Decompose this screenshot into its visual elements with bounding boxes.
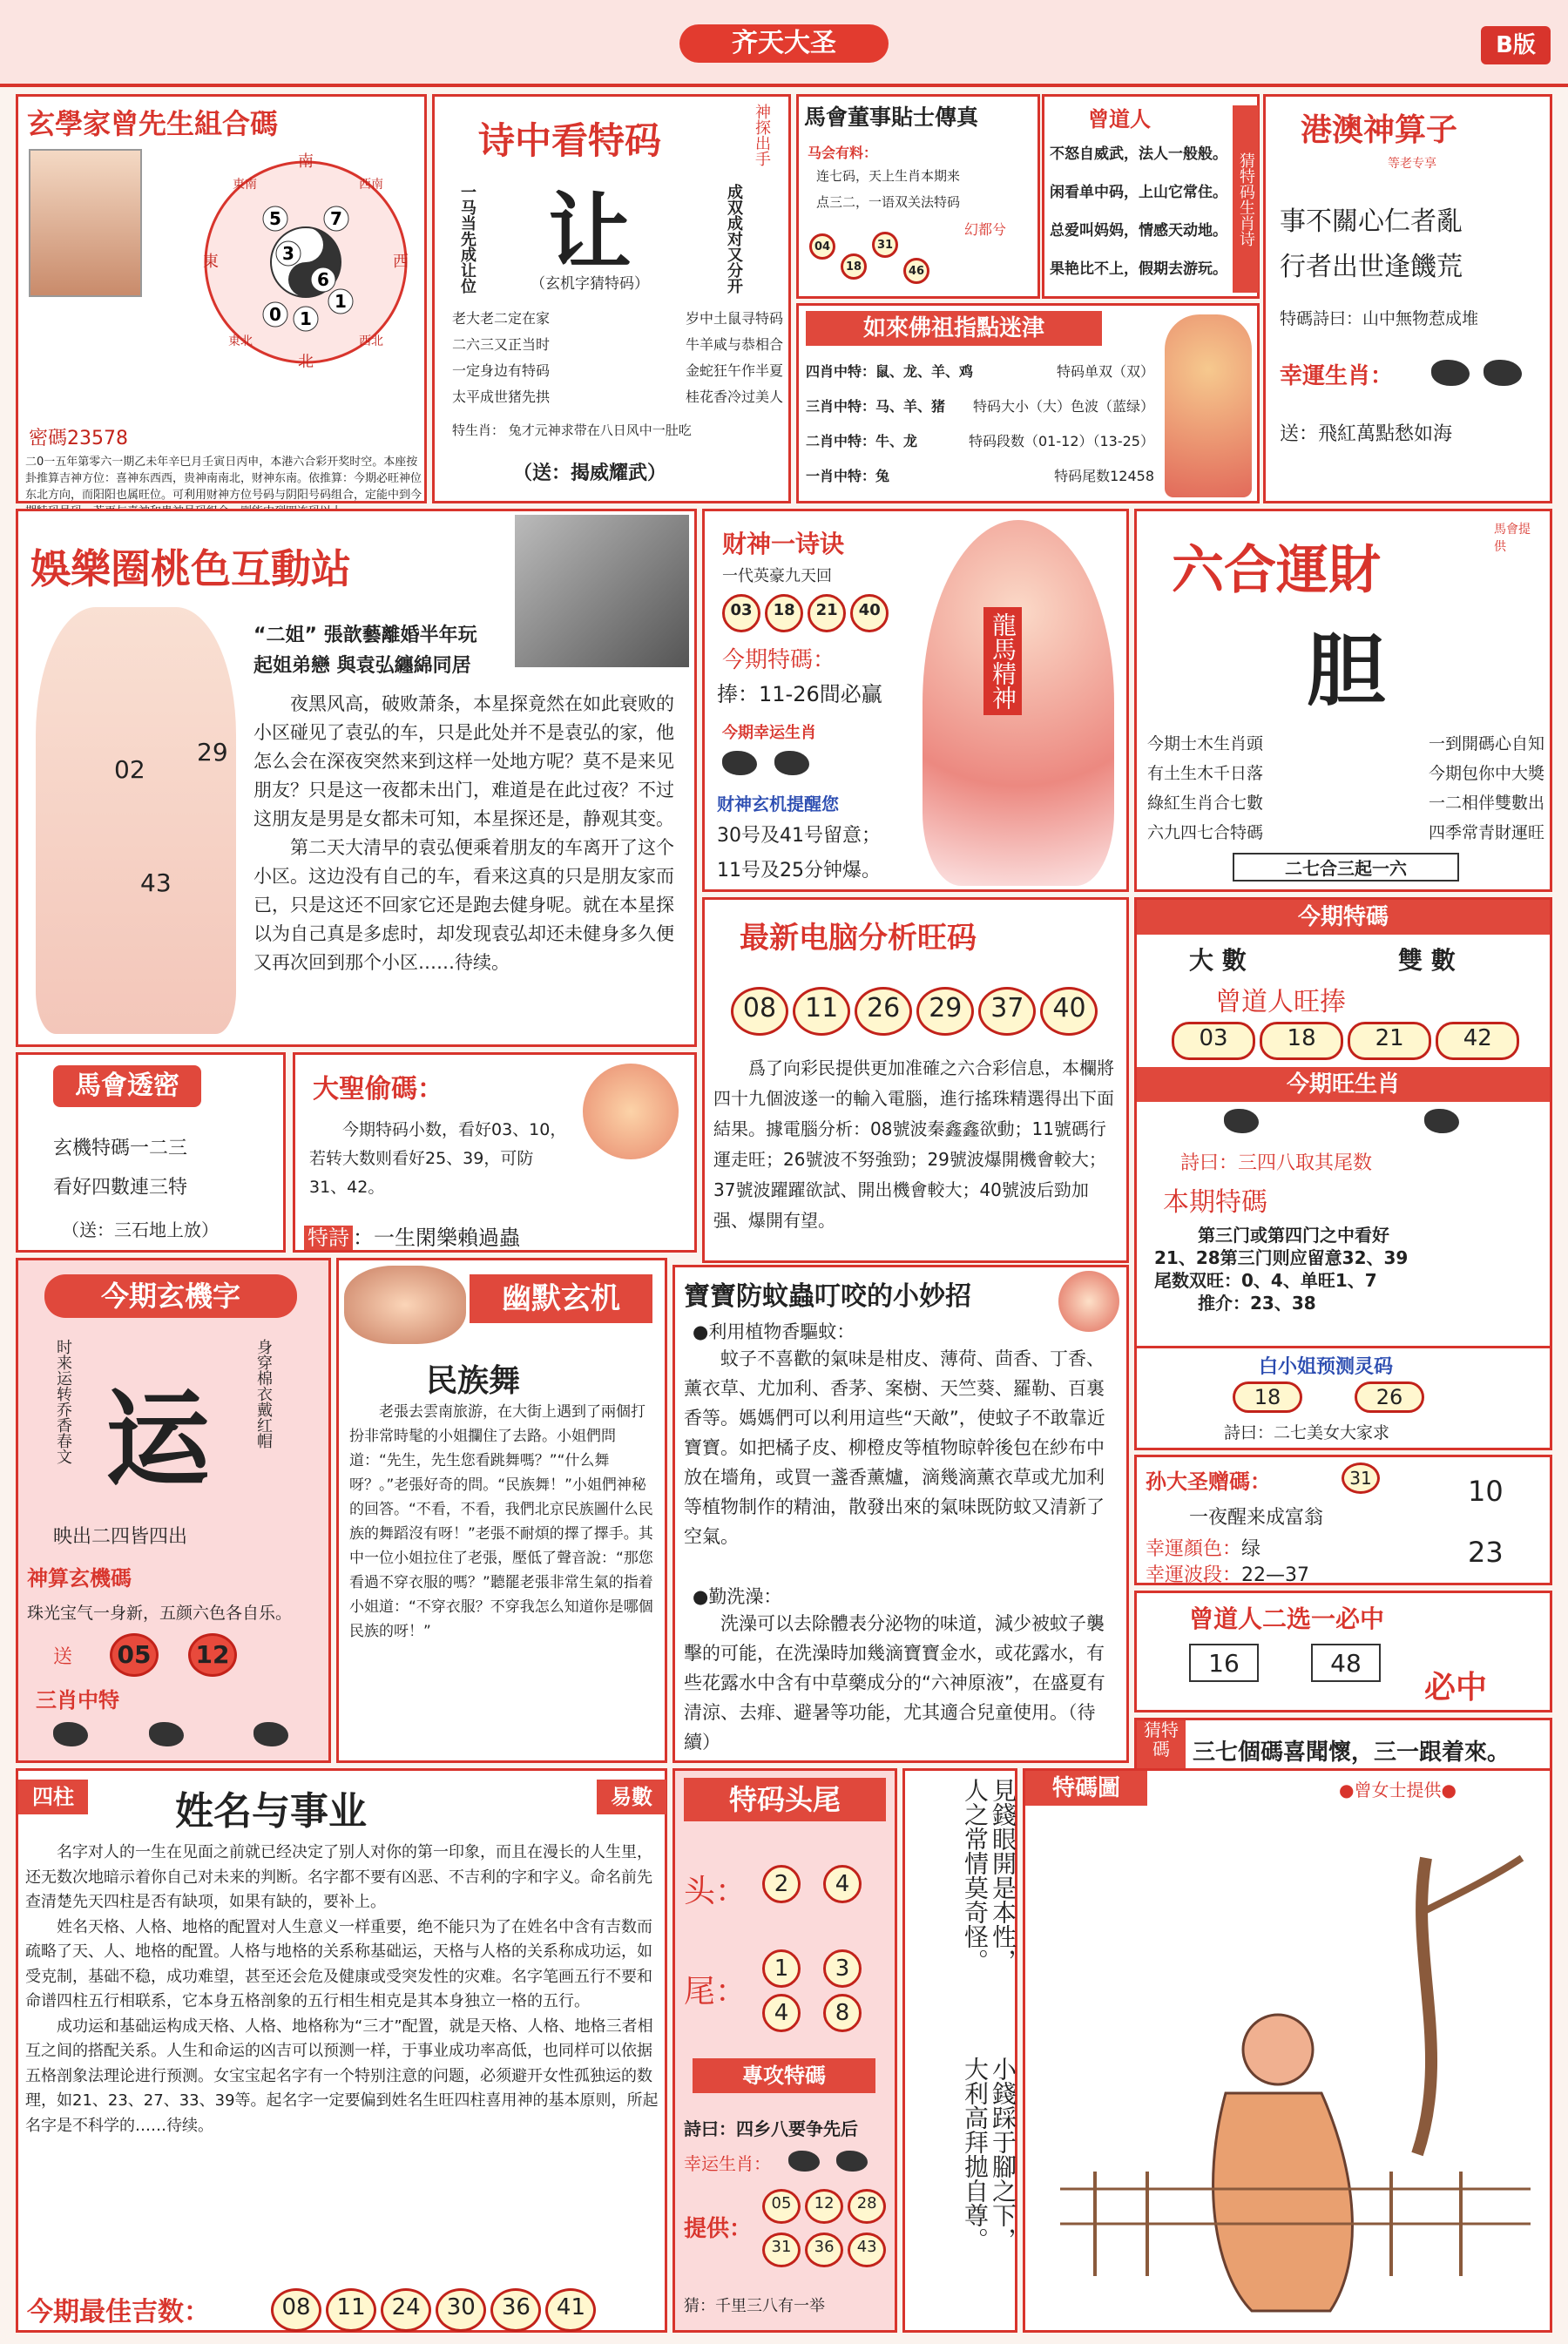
number-box: 16	[1189, 1644, 1259, 1682]
big-character: 让	[548, 183, 632, 281]
headline-1: “二姐” 張歆藝離婚半年玩	[253, 625, 477, 646]
monkey-figure	[583, 1064, 679, 1159]
side-label: 猜特码生肖诗	[1233, 105, 1259, 293]
poem: 詩曰：三四八取其尾数	[1180, 1152, 1373, 1174]
send-line: （送：三石地上放）	[62, 1219, 219, 1240]
panel-title: 娛樂圈桃色互動站	[30, 545, 351, 592]
body-1: 蚊子不喜歡的氣味是柑皮、薄荷、茴香、丁香、薰衣草、尤加利、香茅、案樹、天竺葵、羅勒、百裏香等。媽媽們可以利用這些“天敵”，使蚊子不敢靠近寶寶。如把橘子皮、柳橙皮等植物晾幹後包在紗布中放在墻角，或買一盞香薰爐，滴幾滴薰衣草或尤加利等植物制作的精油，散發出來的氣味既防蚊又清新了空氣。	[684, 1348, 1105, 1547]
ball: 18	[1260, 1022, 1343, 1060]
panel-body: 今期特码小数，看好03、10，若转大数则看好25、39，可防31、42。	[309, 1120, 567, 1197]
panel-title: 特碼圖	[1025, 1771, 1147, 1806]
ball: 31	[1342, 1462, 1380, 1494]
foot: 二七合三起一六	[1233, 853, 1459, 882]
ball: 21	[808, 594, 846, 632]
poem-line: 特詩 ：一生閑樂賴過蟲	[304, 1220, 520, 1251]
bq-label: 本期特碼	[1163, 1187, 1267, 1218]
ball: 12	[805, 2189, 843, 2224]
portrait	[29, 149, 142, 297]
lucky-label: 幸运生肖：	[684, 2153, 771, 2174]
panel-code-picture	[1023, 1768, 1552, 2333]
ball: 18	[841, 253, 867, 280]
poem-column: 大利高拜拋自尊。	[961, 2057, 990, 2252]
number: 02	[114, 755, 145, 784]
wang-label: 今期旺生肖	[1137, 1067, 1550, 1102]
lines: 第三门或第四门之中看好 21、28第三门则应留意32、39 尾数双旺：0、4、单旺1、7 推介：23、38	[1154, 1225, 1409, 1314]
stamp: 幻都兮	[964, 221, 1007, 238]
lucky-zodiac: 幸運生肖：	[1280, 363, 1394, 389]
ox-icon	[774, 751, 809, 775]
number: 10	[1468, 1475, 1504, 1508]
tag-right: 易數	[597, 1780, 666, 1814]
ball-row	[809, 223, 1027, 293]
ball: 40	[1040, 987, 1098, 1036]
panel-horse-secret	[16, 1052, 286, 1253]
zhuan-label: 專攻特碼	[693, 2058, 875, 2093]
poem: 詩曰：四乡八要争先后	[684, 2118, 858, 2139]
ball: 41	[545, 2288, 596, 2332]
sub-label: 马会有料：	[808, 145, 878, 161]
big-character: 胆	[1307, 625, 1385, 717]
lines: 不怒自威武，法人一般般。 闲看单中码，上山它常住。 总爱叫妈妈，情感天动地。 果艳比不上，假期去游玩。	[1050, 145, 1227, 278]
svg-text:3: 3	[282, 243, 294, 264]
goat-icon	[836, 2151, 868, 2172]
ball: 30	[436, 2288, 486, 2332]
couple-photo	[515, 515, 689, 667]
panel-mosquito-tips	[672, 1265, 1129, 1763]
panel-body: 爲了向彩民提供更加准確之六合彩信息，本欄將四十九個波遂一的輸入電腦，進行搖珠精選得出下面結果。據電腦分析：08號波秦鑫鑫欲動；11號碼行運走旺；26號波不努強勁；29號波爆開機會較大；37號波躍躍欲試、開出機會較大；40號波后勁加强、爆開有望。	[713, 1057, 1114, 1231]
line-1: 玄機特碼一二三	[53, 1138, 188, 1159]
ball: 31	[872, 232, 898, 258]
panel-title: 白小姐预测灵码	[1259, 1356, 1394, 1378]
panel-title: 馬會透密	[53, 1065, 201, 1107]
panel-hk-director	[796, 94, 1040, 299]
ball: 40	[850, 594, 889, 632]
ball: 05	[110, 1633, 159, 1677]
panel-liuhe-fortune	[1134, 509, 1552, 892]
panel-title: 孙大圣赠碼：	[1146, 1469, 1271, 1494]
panel-title: 诗中看特码	[478, 119, 662, 162]
version-badge: B版	[1481, 26, 1551, 64]
ball: 08	[731, 987, 788, 1036]
panel-head-tail	[672, 1768, 897, 2333]
panel-buddha	[796, 303, 1260, 503]
svg-text:7: 7	[330, 208, 342, 229]
monkey-icon	[1431, 360, 1470, 386]
ball: 36	[805, 2233, 843, 2267]
header-title: 齐天大圣	[679, 24, 889, 63]
number: 43	[140, 868, 172, 897]
svg-text:6: 6	[317, 269, 329, 290]
tou-label: 头：	[684, 1874, 747, 1909]
ball: 2	[762, 1865, 801, 1903]
ball: 8	[823, 1994, 862, 2032]
stamp: 等老专享	[1388, 157, 1436, 171]
svg-text:北: 北	[298, 353, 314, 371]
panel-title: 馬會董事貼士傳真	[804, 105, 979, 130]
rows: 四肖中特：鼠、龙、羊、鸡 特码单双（双） 三肖中特：马、羊、猪 特码大小（大）色波（蓝绿） 二肖中特：牛、龙 特码段数（01-12）（13-25） 一肖中特：兔 特码尾数12458	[806, 363, 1154, 484]
ox-icon	[788, 2151, 820, 2172]
panel-body: 老張去雲南旅游，在大街上遇到了兩個打扮非常時髦的小姐攔住了去路。小姐們問道：“先生，先生您看跳舞嗎？”“什么舞呀？。”老張好奇的問。“民族舞！”小姐們神秘的回答。“不看，不看，我們北京民族圖什么民族的舞蹈沒有呀！”老張不耐煩的擇了擇手。其中一位小姐拉住了老張，壓低了聲音說：“那您看過不穿衣服的嗎？”聽罷老張非常生氣的指着小姐道：“不穿衣服？不穿我怎么知道你是哪個民族的呀！”	[349, 1403, 653, 1640]
panel-title: 玄學家曾先生組合碼	[27, 107, 279, 140]
ball: 43	[848, 2233, 886, 2267]
panel-monkey-code	[293, 1052, 697, 1253]
sub-label: 神算玄機碼	[27, 1566, 132, 1591]
ball: 21	[1348, 1022, 1431, 1060]
line-1: 连七码，天上生肖本期来	[816, 168, 961, 184]
model-photo	[36, 607, 236, 1034]
ball: 26	[855, 987, 912, 1036]
tag-left: 四柱	[18, 1780, 88, 1814]
panel-code-lines	[1134, 1224, 1552, 1346]
svg-text:東南: 東南	[233, 178, 257, 192]
ti-label: 提供：	[684, 2216, 753, 2242]
page-header	[0, 0, 1568, 87]
poem: 一代英豪九天回	[722, 567, 832, 585]
number-box: 48	[1311, 1644, 1381, 1682]
mascot	[1058, 1271, 1119, 1332]
tip-1: 30号及41号留意；	[717, 825, 881, 847]
dir-south: 南	[298, 152, 314, 171]
svg-text:東: 東	[203, 253, 219, 271]
stamp: 馬會提供	[1494, 523, 1531, 554]
poem: 詩曰：二七美女大家求	[1224, 1423, 1390, 1442]
send-label: 送	[53, 1646, 73, 1668]
tail: 必中	[1424, 1670, 1488, 1706]
panel-title: 寶寶防蚊蟲叮咬的小妙招	[684, 1281, 971, 1312]
panel-title: 如來佛祖指點迷津	[806, 311, 1102, 346]
body-2: 洗澡可以去除體表分泌物的味道，減少被蚊子襲擊的可能，在洗澡時加幾滴寶寶金水，或花露水，有些花露水中含有中草藥成分的“六神原液”，在盛夏有清涼、去痱、避暑等功能，尤其適合兒童使用。（待續）	[684, 1613, 1105, 1753]
ball-row	[1172, 1022, 1519, 1060]
line-2: 行者出世逢饑荒	[1280, 252, 1463, 282]
panel-wealth-god	[702, 509, 1129, 892]
panel-title: 曾道人二选一必中	[1189, 1604, 1385, 1633]
monk-illustration	[1043, 1823, 1539, 2328]
svg-text:西: 西	[393, 253, 409, 271]
label: 猜特碼	[1137, 1720, 1186, 1778]
lines: 今期士木生肖頭 一到開碼心自知 有土生木千日落 今期包你中大獎 綠紅生肖合七數 一二相伴雙數出 六九四七合特碼 四季常青財運旺	[1147, 734, 1544, 842]
svg-text:西南: 西南	[359, 178, 383, 192]
credit: ●曾女士提供●	[1339, 1780, 1456, 1800]
lucky-label: 今期幸运生肖	[722, 724, 816, 742]
panel-title: 姓名与事业	[175, 1789, 367, 1834]
panel-title: 今期玄機字	[44, 1274, 297, 1318]
svg-text:5: 5	[269, 208, 281, 229]
ball: 18	[1233, 1381, 1302, 1413]
tail-line: 映出二四皆四出	[53, 1526, 188, 1548]
panel-title: 曾道人	[1088, 107, 1151, 132]
pig-icon	[1484, 360, 1522, 386]
wei-label: 尾：	[684, 1974, 747, 2010]
ball: 03	[722, 594, 760, 632]
ball: 42	[1436, 1022, 1519, 1060]
panel-title: 今期特碼	[1137, 900, 1550, 935]
secret-code: 密碼23578	[29, 428, 128, 449]
panel-name-career	[16, 1768, 667, 2333]
poem: 特碼詩曰：山中無物惹成堆	[1280, 309, 1479, 328]
ball: 11	[326, 2288, 376, 2332]
number: 29	[197, 738, 228, 767]
panel-poem-code	[432, 94, 791, 503]
ball: 12	[188, 1633, 237, 1677]
line: 珠光宝气一身新，五颜六色各自乐。	[27, 1604, 293, 1623]
svg-text:0: 0	[269, 304, 281, 325]
ball: 4	[762, 1994, 801, 2032]
panel-entertainment	[16, 509, 697, 1047]
color-row: 幸運顏色：绿	[1146, 1538, 1261, 1560]
panel-monkey-gift	[1134, 1455, 1552, 1585]
panel-title: 幽默玄机	[470, 1274, 652, 1323]
ball: 24	[381, 2288, 431, 2332]
poem-grid: 老大老二定在家 岁中土鼠寻特码 二六三又正当时 牛羊咸与恭相合 一定身边有特码 金蛇狂午作半夏 太平成世猪先拱 桂花香冷过美人	[452, 310, 783, 405]
ball: 26	[1355, 1381, 1424, 1413]
right-column: 成双成对又分开	[725, 184, 743, 294]
ball: 29	[916, 987, 974, 1036]
send-line: （送：揭威耀武）	[513, 463, 667, 484]
panel-hk-macao-fortune	[1263, 94, 1552, 503]
heading-2: ●勤洗澡：	[693, 1586, 782, 1607]
ball: 04	[809, 233, 835, 260]
ball-row	[731, 987, 1098, 1036]
panel-zeng-daoren	[1042, 94, 1260, 299]
left-column: 一马当先成让位	[458, 184, 476, 294]
panel-mystery-word	[16, 1258, 331, 1763]
ball-grid	[762, 2189, 893, 2267]
big-character: 运	[105, 1378, 210, 1501]
ball-row	[722, 594, 889, 632]
right-column: 身穿棉衣戴红帽	[254, 1339, 273, 1449]
panel-humor	[336, 1258, 667, 1763]
poem-tail: 特生肖： 兔才元神求带在八日风中一肚吃	[452, 422, 692, 438]
poem-label: 特詩	[304, 1226, 353, 1250]
poem-column: 見錢眼開是本性，	[989, 1778, 1017, 1973]
line-2: 点三二，一语双关法特码	[816, 194, 961, 210]
tip-2: 11号及25分钟爆。	[717, 860, 881, 882]
ball: 18	[765, 594, 803, 632]
cartoon-faces	[344, 1266, 466, 1344]
sub-label: 曾道人旺捧	[1215, 987, 1346, 1017]
panel-miss-bai	[1134, 1346, 1552, 1450]
qi-label: 今期特碼：	[722, 647, 836, 673]
buddha-figure	[1165, 314, 1252, 497]
sub-label: （玄机字猜特码）	[531, 275, 649, 293]
panel-title: 最新电脑分析旺码	[740, 921, 977, 956]
line: 一夜醒来成富翁	[1189, 1507, 1324, 1529]
side-label: 神探出手	[753, 104, 771, 166]
ball-row	[271, 2288, 596, 2332]
send-line: 送：飛紅萬點愁如海	[1280, 423, 1453, 445]
ball: 37	[978, 987, 1036, 1036]
heading-1: ●利用植物香驅蚊：	[693, 1321, 855, 1342]
horse-icon	[253, 1722, 288, 1746]
cai-line: 猜：千里三八有一举	[684, 2297, 825, 2315]
ball: 08	[271, 2288, 321, 2332]
ball: 28	[848, 2189, 886, 2224]
bagua-diagram	[193, 149, 419, 375]
ball: 11	[793, 987, 850, 1036]
ball: 3	[823, 1949, 862, 1988]
panel-title: 特码头尾	[684, 1778, 886, 1821]
panel-title: 财神一诗诀	[722, 530, 845, 558]
panel-title: 大聖偷碼：	[313, 1074, 443, 1104]
panel-title: 六合運財	[1172, 540, 1381, 601]
headline-2: 起姐弟戀 與袁弘纏綿同居	[253, 655, 471, 677]
poem-column: 人之常情莫奇怪。	[961, 1778, 990, 1973]
svg-text:西北: 西北	[359, 334, 383, 348]
dragon-icon	[53, 1722, 88, 1746]
wave-row: 幸運波段：22—37	[1146, 1564, 1310, 1586]
article-body: 夜黑风高，破败萧条，本星探竟然在如此衰败的小区碰见了袁弘的车，只是此处并不是袁弘的家，他怎么会在深夜突然来到这样一处地方呢？莫不是来见朋友？只是这一夜都未出门，难道是在此过夜？不过这朋友是男是女都未可知，本星探还是，静观其变。 第二天大清早的袁弘便乘着朋友的车离开了这个小区。这边没有自己的车，看来这真的只是朋友家而已，只是这还不回家它还是跑去健身呢。就在本星探以为自己真是多虑时，却发现袁弘却还未健身多久便又再次回到那个小区……待续。	[253, 693, 674, 973]
cow-icon	[1224, 1109, 1259, 1133]
ball: 36	[490, 2288, 541, 2332]
ball: 05	[762, 2189, 801, 2224]
line-1: 事不關心仁者亂	[1280, 206, 1463, 237]
panel-two-choose-one	[1134, 1591, 1552, 1712]
panel-vertical-poem	[902, 1768, 1017, 2333]
panel-computer-analysis	[702, 897, 1129, 1263]
scroll-text: 龍馬精神	[983, 607, 1022, 715]
number: 23	[1468, 1536, 1504, 1569]
article-body: 名字对人的一生在见面之前就已经决定了别人对你的第一印象，而且在漫长的人生里，还无数次地暗示着你自己对未来的判断。名字都不要有凶恶、不吉利的字和字义。命名前先查清楚先天四柱是否有缺项，如果有缺的，要补上。 姓名天格、人格、地格的配置对人生意义一样重要，绝不能只为了在姓名中含有吉数而疏略了天、人、地格的配置。人格与地格的关系称基础运，天格与人格的关系称成功运，如受克制，基础不稳，成功难望，甚至还会危及健康或受突发性的灾难。名字笔画五行不要和命谱四柱五行相联系，它本身五格剖象的五行相生相克是其本身独立一格的五行。 成功运和基础运构成天格、人格、地格称为“三才”配置，就是天格、人格、地格三者相互之间的搭配关系。人生和命运的凶吉可以预测一样，于事业成功率高低，也同样可以依据五格剖象法理论进行预测。女宝宝起名字有一个特别注意的问题，必须避开女性孤独运的数理，如21、23、27、33、39等。起名字一定要偏到姓名生旺四柱喜用神的基本原则，所起名字是不科学的……待续。	[25, 1843, 659, 2135]
rat-icon	[722, 751, 757, 775]
best-label: 今期最佳吉数：	[27, 2297, 210, 2327]
line-2: 看好四數連三特	[53, 1177, 188, 1199]
svg-text:1: 1	[335, 291, 347, 312]
sub-title: 民族舞	[426, 1363, 521, 1399]
panel-body: 二0一五年第零六一期乙未年辛巳月壬寅日丙申，本港六合彩开奖时空。本座按卦推算吉神方位：喜神东西西，贵神南南北，财神东南。依推算：今期必旺神位东北方向，而阳阳也属旺位。可利用财神方位号码与阴阳号码组合，定能中到今	[25, 456, 422, 502]
panel-current-code	[1134, 897, 1552, 1228]
ball: 4	[823, 1865, 862, 1903]
odd-even: 雙 數	[1398, 946, 1456, 975]
big-small: 大 數	[1189, 946, 1247, 975]
ball: 31	[762, 2233, 801, 2267]
poem-column: 小錢踩于腳之下，	[989, 2057, 1017, 2252]
panel-zeng-combo	[16, 94, 427, 503]
svg-text:東北: 東北	[228, 334, 253, 348]
rooster-icon	[1424, 1109, 1459, 1133]
tip-title: 财神玄机提醒您	[717, 794, 839, 814]
left-column: 时来运转乔香春文	[54, 1339, 72, 1464]
bang-line: 捧：11-26間必贏	[717, 682, 882, 706]
three-zodiac-label: 三肖中特	[36, 1688, 119, 1712]
ball: 03	[1172, 1022, 1255, 1060]
ball: 1	[762, 1949, 801, 1988]
panel-title: 港澳神算子	[1301, 112, 1458, 148]
svg-text:1: 1	[300, 308, 312, 329]
snake-icon	[149, 1722, 184, 1746]
text: 三七個碼喜聞懷，三一跟着來。	[1193, 1739, 1511, 1766]
ball: 46	[903, 258, 929, 284]
